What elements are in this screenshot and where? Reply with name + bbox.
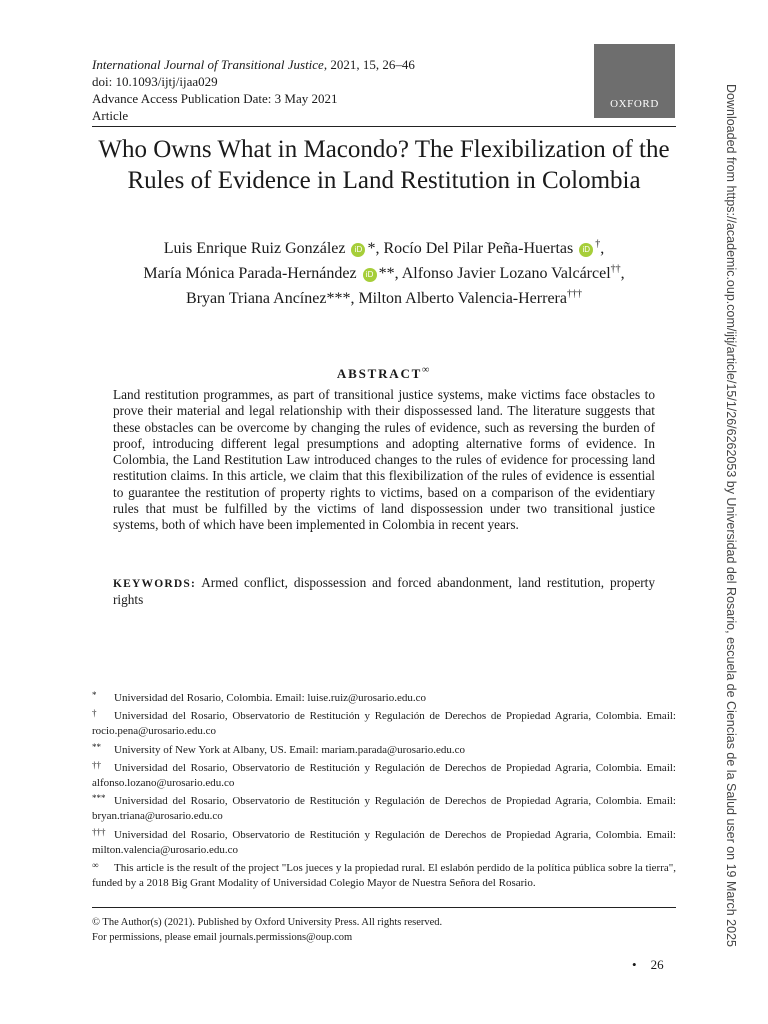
doi-line[interactable]: doi: 10.1093/ijtj/ijaa029	[92, 74, 218, 89]
footnote-text: Universidad del Rosario, Colombia. Email: luise.ruiz@urosario.edu.co	[114, 692, 426, 704]
page-number	[632, 957, 664, 973]
footnote-text: University of New York at Albany, US. Email: mariam.parada@urosario.edu.co	[114, 743, 465, 756]
header-divider	[92, 126, 676, 127]
footnote-mark: ***	[92, 793, 106, 804]
keywords-label: KEYWORDS:	[113, 578, 197, 590]
orcid-icon[interactable]: iD	[363, 268, 377, 282]
author-mark: ***	[326, 290, 351, 307]
footer-divider	[92, 907, 676, 908]
footnote-mark: †††	[92, 826, 106, 837]
footnote-text: Universidad del Rosario, Observatorio de Restitución y Regulación de Derechos de Propiedad Agraria, Colombia. Email: rocio.pena@urosario.edu.co	[92, 710, 676, 738]
author-mark: *	[367, 240, 376, 257]
abstract-heading-mark: ∞	[422, 364, 432, 376]
oxford-logo[interactable]	[594, 44, 675, 118]
author-name[interactable]: Bryan Triana Ancínez	[186, 290, 327, 307]
footnote-text: This article is the result of the project "Los jueces y la propiedad rural. El eslabón perdido de la política pública sobre la tierra", funded by a 2018 Big Grant Modality of Universidad Colegio Mayor de Nuestra Señora del Rosario.	[92, 862, 676, 890]
abstract-heading-text: ABSTRACT	[336, 366, 423, 381]
abstract-text: Land restitution programmes, as part of transitional justice systems, make victims face obstacles to prove their material and legal relationship with their dispossessed land. The literature suggests that these obstacles can be overcome by changing the rules of evidence, such as reversing the burden of proof, introducing different legal presumptions and adopting alternative forms of evidence. In Colombia, the Land Restitution Law introduced changes to the rules of evidence for processing land restitution claims. In this article, we claim that this flexibilization of the rules of evidence is essential to guarantee the restitution of property rights to victims, based on a comparison of the evidentiary rules that must be fulfilled by the victims of land dispossession under two transitional justice systems, both of which have been implemented in Colombia in recent years.	[113, 387, 655, 533]
author-name[interactable]: Luis Enrique Ruiz González	[163, 240, 346, 257]
footnote	[92, 706, 676, 739]
author-mark: **	[378, 265, 395, 282]
keywords	[113, 575, 655, 609]
permissions-line: For permissions, please email journals.permissions@oup.com	[92, 932, 353, 943]
journal-name: International Journal of Transitional Justice	[92, 57, 324, 72]
footnote-mark: **	[92, 741, 101, 752]
journal-header	[92, 56, 415, 124]
article-type: Article	[92, 108, 129, 123]
footnote	[92, 858, 676, 891]
citation-details: , 2021, 15, 26–46	[323, 57, 415, 72]
footnote-text: Universidad del Rosario, Observatorio de Restitución y Regulación de Derechos de Propiedad Agraria, Colombia. Email: alfonso.lozano@urosario.edu.co	[92, 761, 676, 790]
article-title: Who Owns What in Macondo? The Flexibilization of the Rules of Evidence in Land Restitution in Colombia	[98, 136, 670, 194]
footnote-mark: ††	[92, 759, 101, 770]
page-number-value: 26	[650, 957, 664, 972]
access-date: Advance Access Publication Date: 3 May 2021	[92, 91, 338, 106]
orcid-icon[interactable]: iD	[351, 243, 365, 257]
footnote-mark: †	[92, 708, 97, 719]
journal-citation	[92, 56, 415, 73]
bullet-icon: •	[632, 957, 637, 972]
footnote	[92, 791, 676, 824]
author-name[interactable]: María Mónica Parada-Hernández	[143, 265, 357, 282]
footnote-text: Universidad del Rosario, Observatorio de Restitución y Regulación de Derechos de Propiedad Agraria, Colombia. Email: bryan.triana@urosario.edu.co	[92, 795, 676, 823]
copyright-line: © The Author(s) (2021). Published by Oxford University Press. All rights reserved.	[92, 917, 443, 928]
author-mark: ††	[610, 263, 621, 275]
footnote-text: Universidad del Rosario, Observatorio de Restitución y Regulación de Derechos de Propiedad Agraria, Colombia. Email: milton.valencia@urosario.edu.co	[92, 828, 676, 856]
author-name[interactable]: Alfonso Javier Lozano Valcárcel	[401, 265, 611, 282]
download-watermark: Downloaded from https://academic.oup.com/ijtj/article/15/1/26/6262053 by Universidad del Rosario, escuela de Ciencias de la Salud user on 19 March 2025	[724, 84, 738, 947]
author-name[interactable]: Rocío Del Pilar Peña-Huertas	[383, 240, 574, 257]
footnotes	[92, 688, 676, 891]
footnote	[92, 758, 676, 791]
copyright-notice	[92, 915, 442, 945]
author-list: Luis Enrique Ruiz González iD *, Rocío Del Pilar Peña-Huertas iD †, María Mónica Parada-Hernández iD **, Alfonso Javier Lozano Valcárcel††, Bryan Triana Ancínez***, Milton Alberto Valencia-Herrera†††	[143, 238, 625, 307]
footnote-mark: *	[92, 690, 97, 700]
author-mark: †††	[566, 288, 582, 300]
orcid-icon[interactable]: iD	[579, 243, 593, 257]
footnote-mark: ∞	[92, 860, 99, 871]
keywords-text: Armed conflict, dispossession and forced abandonment, land restitution, property rights	[113, 575, 656, 608]
author-mark: †	[595, 238, 601, 250]
oxford-logo-text: OXFORD	[610, 98, 659, 110]
author-name[interactable]: Milton Alberto Valencia-Herrera	[358, 290, 567, 307]
footnote	[92, 688, 676, 706]
abstract-heading	[92, 366, 676, 382]
footnote	[92, 825, 676, 858]
footnote	[92, 740, 676, 758]
